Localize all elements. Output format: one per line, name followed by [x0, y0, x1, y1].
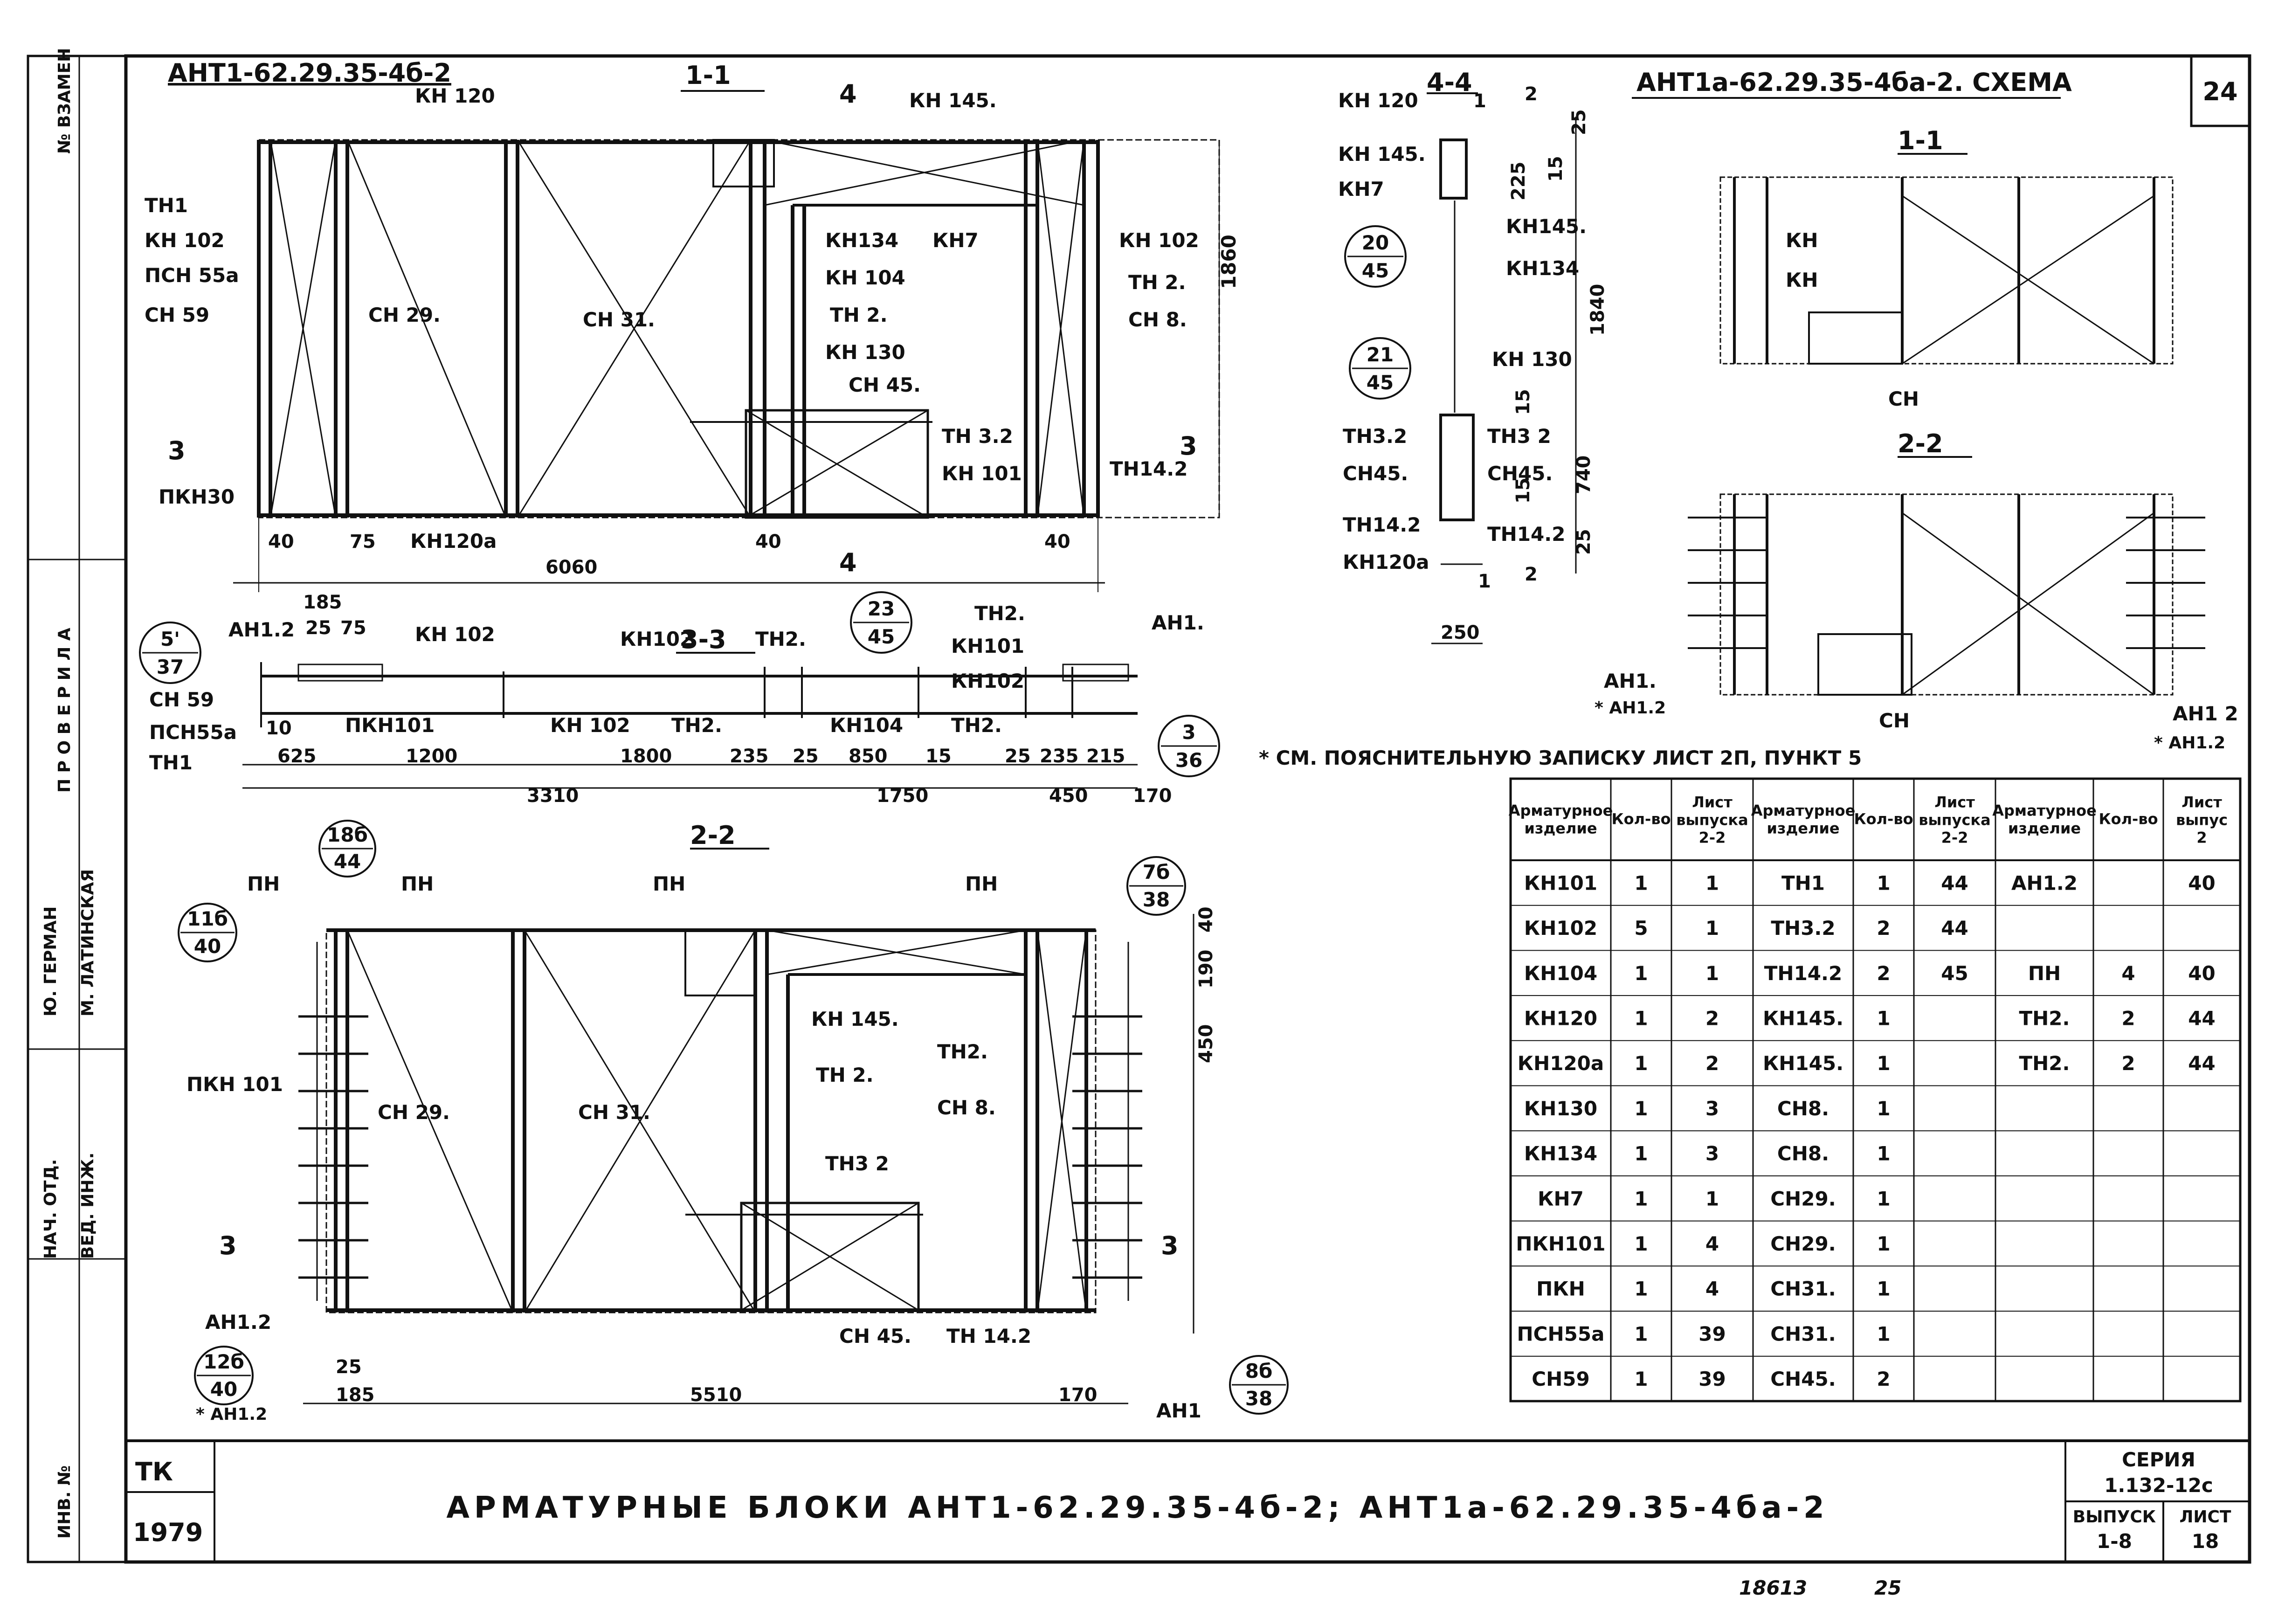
lbl44-sn45: СН45. — [1343, 462, 1408, 485]
spec-table-cell: 2 — [1705, 1007, 1719, 1030]
section-1-1-title: 1-1 — [685, 61, 731, 90]
callout-3-36 — [1159, 716, 1219, 776]
sheet-number: 24 — [2202, 77, 2238, 106]
stamp-title: АРМАТУРНЫЕ БЛОКИ АНТ1-62.29.35-4б-2; АНТ1а-62.29.35-4ба-2 — [446, 1491, 1829, 1525]
lbl22-pn1: ПН — [247, 872, 280, 895]
stamp-issue-label: ВЫПУСК — [2072, 1507, 2156, 1527]
callout-bottom: 45 — [1366, 371, 1394, 394]
spec-table-cell: КН145. — [1762, 1007, 1844, 1030]
lbl22-sn29: СН 29. — [378, 1101, 450, 1124]
lbl33-kn102d: КН102 — [951, 670, 1025, 692]
scheme-kn1: КН — [1786, 229, 1818, 252]
lbl-sn29: СН 29. — [368, 304, 441, 326]
spec-table-cell: 1 — [1634, 1232, 1648, 1255]
lbl44-kn120: КН 120 — [1338, 89, 1418, 112]
spec-table-cell: 1 — [1634, 1277, 1648, 1300]
lbl-kn134: КН134 — [825, 229, 899, 252]
dim22-170: 170 — [1058, 1384, 1098, 1406]
spec-table-cell: 1 — [1634, 1052, 1648, 1075]
spec-table-cell: ТН14.2 — [1764, 961, 1843, 985]
callout-top: 11б — [187, 907, 228, 930]
dim33-235: 235 — [730, 746, 769, 767]
section-2-2 — [298, 849, 1194, 1403]
callout-bottom: 40 — [193, 935, 221, 958]
dim44-225: 225 — [1508, 161, 1529, 200]
section-3-3-title: 3-3 — [681, 625, 726, 654]
lbl44-sn45b: СН45. — [1487, 462, 1553, 485]
scheme-title: АНТ1а-62.29.35-4ба-2. СХЕМА — [1636, 68, 2072, 97]
callout-top: 18б — [327, 823, 368, 846]
spec-table-cell: СН8. — [1777, 1142, 1829, 1165]
callout-top: 3 — [1182, 721, 1196, 744]
scheme-an12r: АН1 2 — [2173, 702, 2238, 725]
spec-table-cell: СН29. — [1770, 1232, 1836, 1255]
spec-table-cell: 3 — [1705, 1142, 1719, 1165]
dim33-10: 10 — [266, 718, 292, 739]
spec-table-cell: ТН2. — [2019, 1052, 2070, 1075]
callout-18-44 — [319, 821, 375, 877]
spec-table-cell: ТН3.2 — [1771, 917, 1836, 940]
spec-table-cell: КН7 — [1538, 1187, 1584, 1210]
lbl-pkn30: ПКН30 — [159, 485, 235, 508]
spec-table-cell: 44 — [1941, 871, 1968, 895]
side-stamp-frame — [28, 56, 126, 1562]
callout-bottom: 44 — [333, 850, 361, 873]
scheme-labels — [1595, 126, 2238, 753]
dim22-185: 185 — [336, 1384, 375, 1406]
spec-header-cell: Кол-во — [2099, 810, 2158, 828]
dim33-1750: 1750 — [877, 785, 929, 807]
spec-table-cell: 39 — [1698, 1322, 1726, 1346]
lbl33-kn101: КН101 — [951, 635, 1025, 657]
spec-table-cell: 2 — [2121, 1052, 2135, 1075]
callout-8-38 — [1230, 1356, 1288, 1414]
spec-table-cell: 4 — [2121, 961, 2135, 985]
stamp-series: 1.132-12с — [2104, 1474, 2213, 1497]
lbl22-sn8: СН 8. — [937, 1096, 996, 1119]
spec-table-cell: 1 — [1634, 1322, 1648, 1346]
lbl-th2: ТН 2. — [830, 304, 888, 326]
spec-table-cell: 44 — [2188, 1052, 2216, 1075]
spec-table-cell: 45 — [1941, 961, 1968, 985]
dim22-190: 190 — [1195, 949, 1217, 988]
footer-left: 18613 — [1739, 1576, 1808, 1599]
stamp-sheet-label: ЛИСТ — [2179, 1507, 2231, 1527]
dim33-170: 170 — [1133, 785, 1172, 807]
lbl22-th32: ТН3 2 — [825, 1152, 889, 1175]
side-stamp — [28, 48, 126, 1539]
lbl33-th1: ТН1 — [149, 751, 193, 774]
dim44-2: 2 — [1525, 83, 1538, 105]
scheme-2-2-title: 2-2 — [1898, 429, 1943, 458]
scheme-drawings — [1688, 154, 2205, 695]
spec-table-cell: 1 — [1877, 871, 1891, 895]
callout-bottom: 45 — [1361, 259, 1389, 282]
spec-table-cell: 1 — [1705, 961, 1719, 985]
lbl22-th2b: ТН 2. — [816, 1064, 874, 1086]
spec-table-cell: ПКН101 — [1516, 1232, 1606, 1255]
callout-top: 21 — [1366, 343, 1394, 366]
dim44-25b: 25 — [1573, 529, 1595, 555]
spec-table-cell: 2 — [1877, 961, 1891, 985]
scheme-an12r2: * АН1.2 — [2154, 733, 2226, 753]
spec-table-cell: 1 — [1877, 1142, 1891, 1165]
spec-header-cell: Лист выпус 2 — [2175, 793, 2228, 847]
spec-table-cell: ПСН55а — [1517, 1322, 1605, 1346]
dim33-625: 625 — [277, 746, 317, 767]
spec-table-cell: 40 — [2188, 871, 2216, 895]
dim33-215: 215 — [1086, 746, 1125, 767]
mark-3: 3 — [168, 436, 186, 465]
scheme-sn2: СН — [1879, 709, 1910, 732]
footer-right: 25 — [1874, 1576, 1902, 1599]
lbl33-kn102c: КН 102 — [550, 714, 630, 737]
stamp-series-label: СЕРИЯ — [2122, 1448, 2195, 1471]
callout-12-40 — [195, 1347, 253, 1404]
spec-table-cell: 44 — [1941, 917, 1968, 940]
dim44-1b: 1 — [1478, 571, 1491, 592]
lbl-th1: ТН1 — [145, 194, 188, 217]
side-ved: ВЕД. ИНЖ. — [78, 1152, 97, 1259]
dim44-1840: 1840 — [1587, 283, 1608, 336]
callout-bottom: 40 — [210, 1378, 238, 1401]
lbl-sn8: СН 8. — [1128, 308, 1187, 331]
spec-table-cell: 1 — [1877, 1277, 1891, 1300]
spec-table-cell: 1 — [1877, 1007, 1891, 1030]
callout-20-45 — [1345, 226, 1406, 287]
dim-40b: 40 — [755, 531, 781, 553]
lbl-kn104: КН 104 — [825, 266, 905, 289]
lbl44-kn120a: КН120а — [1343, 551, 1429, 574]
lbl-sn45: СН 45. — [849, 373, 921, 396]
lbl33-kn102b: КН102 — [620, 628, 694, 650]
section-1-1 — [233, 61, 1219, 592]
stamp-issue: 1-8 — [2097, 1530, 2132, 1553]
lbl22-th142: ТН 14.2 — [946, 1325, 1032, 1348]
spec-table-cell: 1 — [1634, 1142, 1648, 1165]
dim44-15b: 15 — [1512, 389, 1534, 415]
dim33-450: 450 — [1049, 785, 1088, 807]
callout-bottom: 38 — [1245, 1387, 1273, 1410]
dim22-40: 40 — [1195, 906, 1217, 933]
spec-table-cell: АН1.2 — [2011, 871, 2078, 895]
mark22-3r: 3 — [1161, 1231, 1179, 1260]
side-name2: М. ЛАТИНСКАЯ — [78, 869, 97, 1016]
spec-table-cell: 1 — [1705, 917, 1719, 940]
scheme-1-1-title: 1-1 — [1898, 126, 1943, 155]
spec-header-cell: Лист выпуска 2-2 — [1676, 793, 1748, 847]
lbl33-sn59: СН 59 — [149, 688, 214, 711]
spec-table-cell: 2 — [1877, 1368, 1891, 1391]
section-4-4-title: 4-4 — [1427, 68, 1472, 97]
dim-40a: 40 — [268, 531, 294, 553]
lbl-kn145: КН 145. — [909, 89, 997, 112]
scheme-kn2: КН — [1786, 269, 1818, 291]
spec-header-cell: Лист выпуска 2-2 — [1919, 793, 1991, 847]
lbl22-pn4: ПН — [965, 872, 998, 895]
callout-5-37 — [140, 622, 200, 683]
spec-header-cell: Арматурное изделие — [1992, 802, 2097, 837]
lbl33-kn104: КН104 — [830, 714, 904, 737]
spec-table-cell: 1 — [1634, 1368, 1648, 1391]
section-3-3-labels — [149, 592, 1204, 807]
callout-bottom: 36 — [1175, 749, 1203, 772]
spec-table-cell: 1 — [1705, 1187, 1719, 1210]
lbl-th2r: ТН 2. — [1128, 271, 1186, 294]
spec-table-cell: 2 — [1877, 917, 1891, 940]
stamp-tk: ТК — [135, 1457, 173, 1486]
side-inv: ИНВ. № — [55, 1465, 74, 1539]
dim33-850: 850 — [849, 746, 888, 767]
spec-table-cell: ПН — [2028, 961, 2061, 985]
spec-table-cell: 1 — [1877, 1322, 1891, 1346]
lbl44-kn130: КН 130 — [1492, 348, 1572, 371]
dim33-25c: 25 — [1005, 746, 1031, 767]
lbl33-psn55a: ПСН55а — [149, 721, 237, 744]
spec-table-cell: ТН2. — [2019, 1007, 2070, 1030]
lbl22-th2a: ТН2. — [937, 1040, 988, 1063]
stamp-year: 1979 — [133, 1518, 203, 1547]
dim44-15c: 15 — [1512, 477, 1534, 504]
spec-table-cell: 1 — [1634, 961, 1648, 985]
section-2-2-title: 2-2 — [690, 821, 736, 850]
lbl33-an1: АН1. — [1152, 611, 1204, 634]
lbl22-an12: АН1.2 — [205, 1311, 272, 1334]
lbl22-pn2: ПН — [401, 872, 434, 895]
scheme-an12: * АН1.2 — [1595, 698, 1666, 718]
lbl44-kn145: КН 145. — [1338, 143, 1426, 166]
dim44-740: 740 — [1573, 455, 1595, 494]
lbl-kn130: КН 130 — [825, 341, 905, 364]
lbl33-th2c: ТН2. — [974, 602, 1025, 625]
side-vzamen: № ВЗАМЕН — [55, 48, 74, 154]
lbl44-kn7: КН7 — [1338, 178, 1384, 200]
spec-table-cell: КН104 — [1524, 961, 1598, 985]
section-1-1-labels — [145, 79, 1240, 578]
lbl44-kn134: КН134 — [1506, 257, 1580, 280]
mark-3r: 3 — [1180, 431, 1197, 461]
spec-table-cell: 39 — [1698, 1368, 1726, 1391]
spec-table-cell: 1 — [1634, 1187, 1648, 1210]
callout-top: 23 — [867, 597, 895, 620]
lbl33-pkn101: ПКН101 — [345, 714, 435, 737]
spec-table-cell: 4 — [1705, 1232, 1719, 1255]
scheme-sn: СН — [1888, 387, 1919, 410]
lbl-sn31: СН 31. — [583, 308, 655, 331]
dim33-25: 25 — [305, 617, 331, 639]
callout-bottom: 38 — [1142, 888, 1170, 911]
spec-table-cell: 2 — [2121, 1007, 2135, 1030]
sheet-frame — [126, 56, 2250, 1562]
dim22-5510: 5510 — [690, 1384, 742, 1406]
dim33-1800: 1800 — [620, 746, 672, 767]
explanatory-note: * СМ. ПОЯСНИТЕЛЬНУЮ ЗАПИСКУ ЛИСТ 2П, ПУНКТ 5 — [1259, 746, 1862, 769]
spec-table-cell: КН101 — [1524, 871, 1598, 895]
dim-40c: 40 — [1044, 531, 1070, 553]
spec-table-cell: СН31. — [1770, 1277, 1836, 1300]
callout-top: 8б — [1245, 1360, 1273, 1382]
dim33-15: 15 — [925, 746, 952, 767]
callout-top: 7б — [1142, 861, 1170, 884]
spec-header-cell: Арматурное изделие — [1508, 802, 1613, 837]
lbl-1860: 1860 — [1217, 235, 1240, 289]
callout-21-45 — [1350, 338, 1410, 399]
dim-75: 75 — [350, 531, 376, 553]
spec-table-cell: КН145. — [1762, 1052, 1844, 1075]
spec-table-cell: 4 — [1705, 1277, 1719, 1300]
dim44-25: 25 — [1568, 109, 1590, 135]
dim33-25b: 25 — [793, 746, 819, 767]
spec-table-cell: 1 — [1634, 1097, 1648, 1120]
main-title: АНТ1-62.29.35-4б-2 — [168, 58, 451, 88]
lbl44-th32: ТН3.2 — [1343, 425, 1408, 448]
spec-table-cell: 1 — [1877, 1232, 1891, 1255]
callout-11-40 — [179, 904, 236, 961]
callout-bottom: 37 — [156, 656, 184, 678]
mark22-3: 3 — [219, 1231, 237, 1260]
lbl22-an1: АН1 — [1156, 1399, 1201, 1422]
lbl-kn102: КН 102 — [145, 229, 225, 252]
spec-table-cell: 1 — [1877, 1097, 1891, 1120]
spec-table-cell: 1 — [1877, 1187, 1891, 1210]
lbl22-sn31: СН 31. — [578, 1101, 650, 1124]
lbl33-an12: АН1.2 — [228, 618, 295, 641]
spec-table-cell: 2 — [1705, 1052, 1719, 1075]
lbl22-pn3: ПН — [653, 872, 686, 895]
lbl-th32: ТН 3.2 — [942, 425, 1013, 448]
lbl33-th2a: ТН2. — [755, 628, 806, 650]
dim33-1200: 1200 — [406, 746, 458, 767]
lbl33-th2d: ТН2. — [951, 714, 1002, 737]
dim33-75: 75 — [340, 617, 366, 639]
lbl-kn7: КН7 — [932, 229, 979, 252]
dim44-250: 250 — [1441, 622, 1480, 643]
lbl-psn55a: ПСН 55а — [145, 264, 239, 287]
spec-table-cell: КН134 — [1524, 1142, 1598, 1165]
dim22-450: 450 — [1195, 1024, 1217, 1063]
title-block — [126, 1441, 2250, 1562]
dim33-235b: 235 — [1040, 746, 1079, 767]
lbl33-kn102a: КН 102 — [415, 623, 495, 646]
lbl22-kn145: КН 145. — [811, 1008, 899, 1030]
lbl44-th142: ТН14.2 — [1343, 513, 1421, 536]
dim-6060: 6060 — [545, 557, 598, 578]
callout-top: 5' — [160, 628, 180, 650]
lbl-th142: ТН14.2 — [1110, 457, 1188, 480]
spec-table-cell: СН59 — [1532, 1368, 1590, 1391]
spec-table-cell: КН120 — [1524, 1007, 1598, 1030]
lbl22-an12b: * АН1.2 — [196, 1405, 268, 1424]
spec-table-cell: СН31. — [1770, 1322, 1836, 1346]
callout-top: 12б — [203, 1350, 244, 1373]
lbl-kn120: КН 120 — [415, 84, 495, 107]
spec-table-cell: 40 — [2188, 961, 2216, 985]
lbl-sn59: СН 59 — [145, 304, 210, 326]
spec-table-cell: 1 — [1705, 871, 1719, 895]
spec-header-cell: Кол-во — [1854, 810, 1913, 828]
spec-table-cell: ТН1 — [1781, 871, 1825, 895]
side-name1: Ю. ГЕРМАН — [41, 906, 60, 1016]
spec-table-cell: ПКН — [1536, 1277, 1585, 1300]
callout-7-38 — [1127, 857, 1185, 915]
spec-table-cell: 5 — [1634, 917, 1648, 940]
lbl-kn120a: КН120а — [410, 530, 497, 553]
side-nach: НАЧ. ОТД. — [41, 1159, 60, 1259]
callout-23-45 — [851, 592, 911, 653]
stamp-sheet: 18 — [2191, 1530, 2219, 1553]
dim44-1: 1 — [1473, 90, 1486, 112]
spec-table-cell: 3 — [1705, 1097, 1719, 1120]
spec-table-cell: СН29. — [1770, 1187, 1836, 1210]
scheme-an1: АН1. — [1604, 670, 1657, 692]
spec-table-cell: СН45. — [1770, 1368, 1836, 1391]
spec-table-cell: КН130 — [1524, 1097, 1598, 1120]
spec-table-cell: 44 — [2188, 1007, 2216, 1030]
callout-top: 20 — [1361, 231, 1389, 254]
mark-4t: 4 — [839, 79, 857, 109]
spec-table-cell: 1 — [1634, 871, 1648, 895]
lbl-kn102r: КН 102 — [1119, 229, 1199, 252]
lbl-kn101: КН 101 — [942, 462, 1022, 485]
lbl44-kn145b: КН145. — [1506, 215, 1587, 238]
lbl22-pkn101: ПКН 101 — [186, 1073, 283, 1096]
mark-4: 4 — [839, 548, 857, 577]
lbl22-sn45: СН 45. — [839, 1325, 911, 1348]
spec-table-cell: 1 — [1634, 1007, 1648, 1030]
spec-table-cell: КН102 — [1524, 917, 1598, 940]
lbl44-th32b: ТН3 2 — [1487, 425, 1551, 448]
lbl44-th142b: ТН14.2 — [1487, 523, 1566, 546]
spec-table — [1509, 779, 2240, 1401]
dim33-185: 185 — [303, 592, 342, 613]
callout-bottom: 45 — [867, 625, 895, 648]
side-proverka: П Р О В Е Р И Л А — [55, 628, 74, 793]
spec-table-cell: 1 — [1877, 1052, 1891, 1075]
spec-header-cell: Арматурное изделие — [1751, 802, 1856, 837]
dim33-3310: 3310 — [527, 785, 579, 807]
dim44-15: 15 — [1545, 156, 1567, 182]
spec-table-cell: СН8. — [1777, 1097, 1829, 1120]
spec-header-cell: Кол-во — [1611, 810, 1671, 828]
dim44-2b: 2 — [1525, 564, 1538, 585]
spec-table-cell: КН120а — [1517, 1052, 1604, 1075]
dim22-25: 25 — [336, 1356, 362, 1378]
lbl33-th2b: ТН2. — [671, 714, 722, 737]
